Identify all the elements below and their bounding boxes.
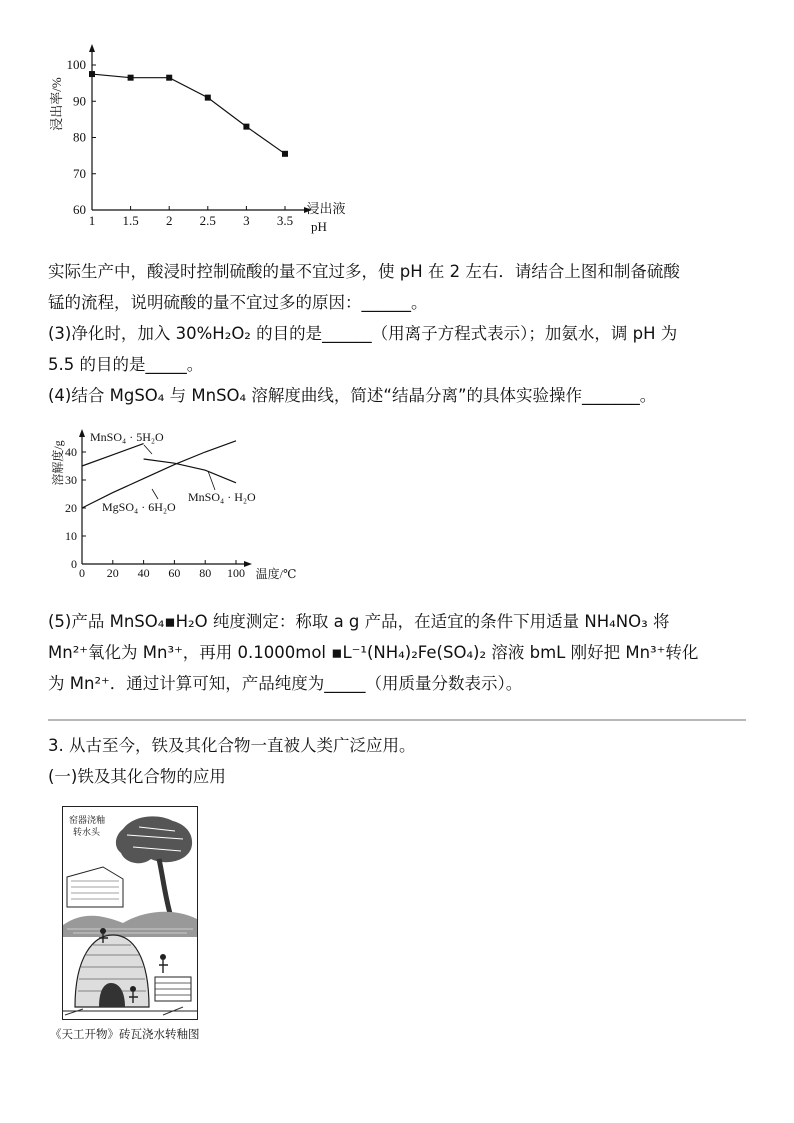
x-axis-arrow — [244, 561, 252, 567]
paragraph-5-purity — [48, 606, 748, 699]
x-tick-label: 3.5 — [276, 213, 294, 228]
tiangong-kaiwu-illustration — [62, 806, 198, 1020]
y-axis-label: 溶解度/g — [51, 440, 65, 486]
x-tick-label: 2 — [165, 213, 173, 228]
y-axis-label: 浸出率/% — [49, 77, 64, 131]
y-tick-label: 90 — [73, 93, 86, 109]
series-label-mnso4-h2o: MnSO₄ · H₂O — [188, 490, 256, 504]
solubility-chart — [40, 425, 310, 585]
text-line: (4)结合 MgSO₄ 与 MnSO₄ 溶解度曲线，简述“结晶分离”的具体实验操作_______。 — [48, 386, 657, 405]
y-axis-arrow — [89, 44, 95, 52]
y-tick-label: 70 — [73, 165, 86, 181]
x-axis-label-ph: pH — [311, 219, 327, 234]
data-point — [243, 124, 249, 130]
data-point — [166, 75, 172, 81]
x-tick-label: 40 — [137, 566, 150, 580]
text-line: 为 Mn²⁺．通过计算可知，产品纯度为_____（用质量分数表示）。 — [48, 674, 523, 693]
y-tick-label: 10 — [65, 529, 77, 543]
illustration-title-2: 转水头 — [73, 827, 101, 837]
leader-line — [144, 445, 152, 454]
paragraph-2-reason — [48, 256, 748, 411]
text-line: Mn²⁺氧化为 Mn³⁺，再用 0.1000mol ▪L⁻¹(NH₄)₂Fe(SO₄)₂ 溶液 bmL 刚好把 Mn³⁺转化 — [48, 643, 699, 662]
question-3 — [48, 730, 748, 792]
y-tick-label: 40 — [65, 445, 77, 459]
y-tick-label: 60 — [73, 202, 86, 217]
illustration-caption: 《天工开物》砖瓦浇水转釉图 — [50, 1029, 200, 1041]
text-line: (5)产品 MnSO₄▪H₂O 纯度测定：称取 a g 产品，在适宜的条件下用适量 NH₄NO₃ 将 — [48, 612, 670, 631]
illustration-title-1: 窑器浇釉 — [69, 815, 106, 825]
x-tick-label: 1 — [88, 213, 96, 228]
mnso4-h2o-curve — [144, 459, 236, 483]
leader-line — [152, 489, 158, 499]
woodcut-image — [63, 807, 197, 1019]
y-tick-label: 80 — [73, 129, 86, 145]
x-tick-label: 20 — [106, 566, 119, 580]
question-3-subtitle: (一)铁及其化合物的应用 — [48, 767, 226, 786]
y-tick-label: 100 — [66, 57, 86, 72]
question-3-title: 3. 从古至今，铁及其化合物一直被人类广泛应用。 — [48, 736, 416, 755]
y-tick-label: 20 — [65, 501, 77, 515]
data-point — [205, 95, 211, 101]
text-line: (3)净化时，加入 30%H₂O₂ 的目的是______（用离子方程式表示）；加氨水，调 pH 为 — [48, 324, 678, 343]
section-divider — [48, 719, 746, 721]
text-line: 5.5 的目的是_____。 — [48, 355, 204, 374]
text-line: 实际生产中，酸浸时控制硫酸的量不宜过多，使 pH 在 2 左右．请结合上图和制备硫酸 — [48, 262, 680, 281]
data-point — [282, 151, 288, 157]
x-tick-label: 80 — [199, 566, 212, 580]
x-tick-label: 100 — [227, 566, 245, 580]
y-tick-label: 0 — [71, 557, 77, 571]
leaching-rate-chart — [40, 40, 370, 245]
y-tick-label: 30 — [65, 473, 77, 487]
x-tick-label: 3 — [243, 213, 250, 228]
x-tick-label: 0 — [79, 566, 85, 580]
data-point — [89, 71, 95, 77]
data-point — [128, 75, 134, 81]
series-label-mgso4-6h2o: MgSO₄ · 6H₂O — [102, 500, 176, 514]
mnso4-5h2o-curve — [82, 444, 144, 466]
leaching-rate-line — [92, 74, 285, 154]
x-tick-label: 2.5 — [199, 213, 216, 228]
y-axis-arrow — [79, 429, 85, 437]
x-axis-label: 浸出液 — [306, 201, 346, 216]
x-tick-label: 60 — [168, 566, 181, 580]
text-line: 锰的流程，说明硫酸的量不宜过多的原因：______。 — [48, 293, 428, 312]
series-label-mnso4-5h2o: MnSO₄ · 5H₂O — [90, 430, 164, 444]
x-tick-label: 1.5 — [122, 213, 139, 228]
x-axis-label: 温度/℃ — [255, 567, 297, 581]
